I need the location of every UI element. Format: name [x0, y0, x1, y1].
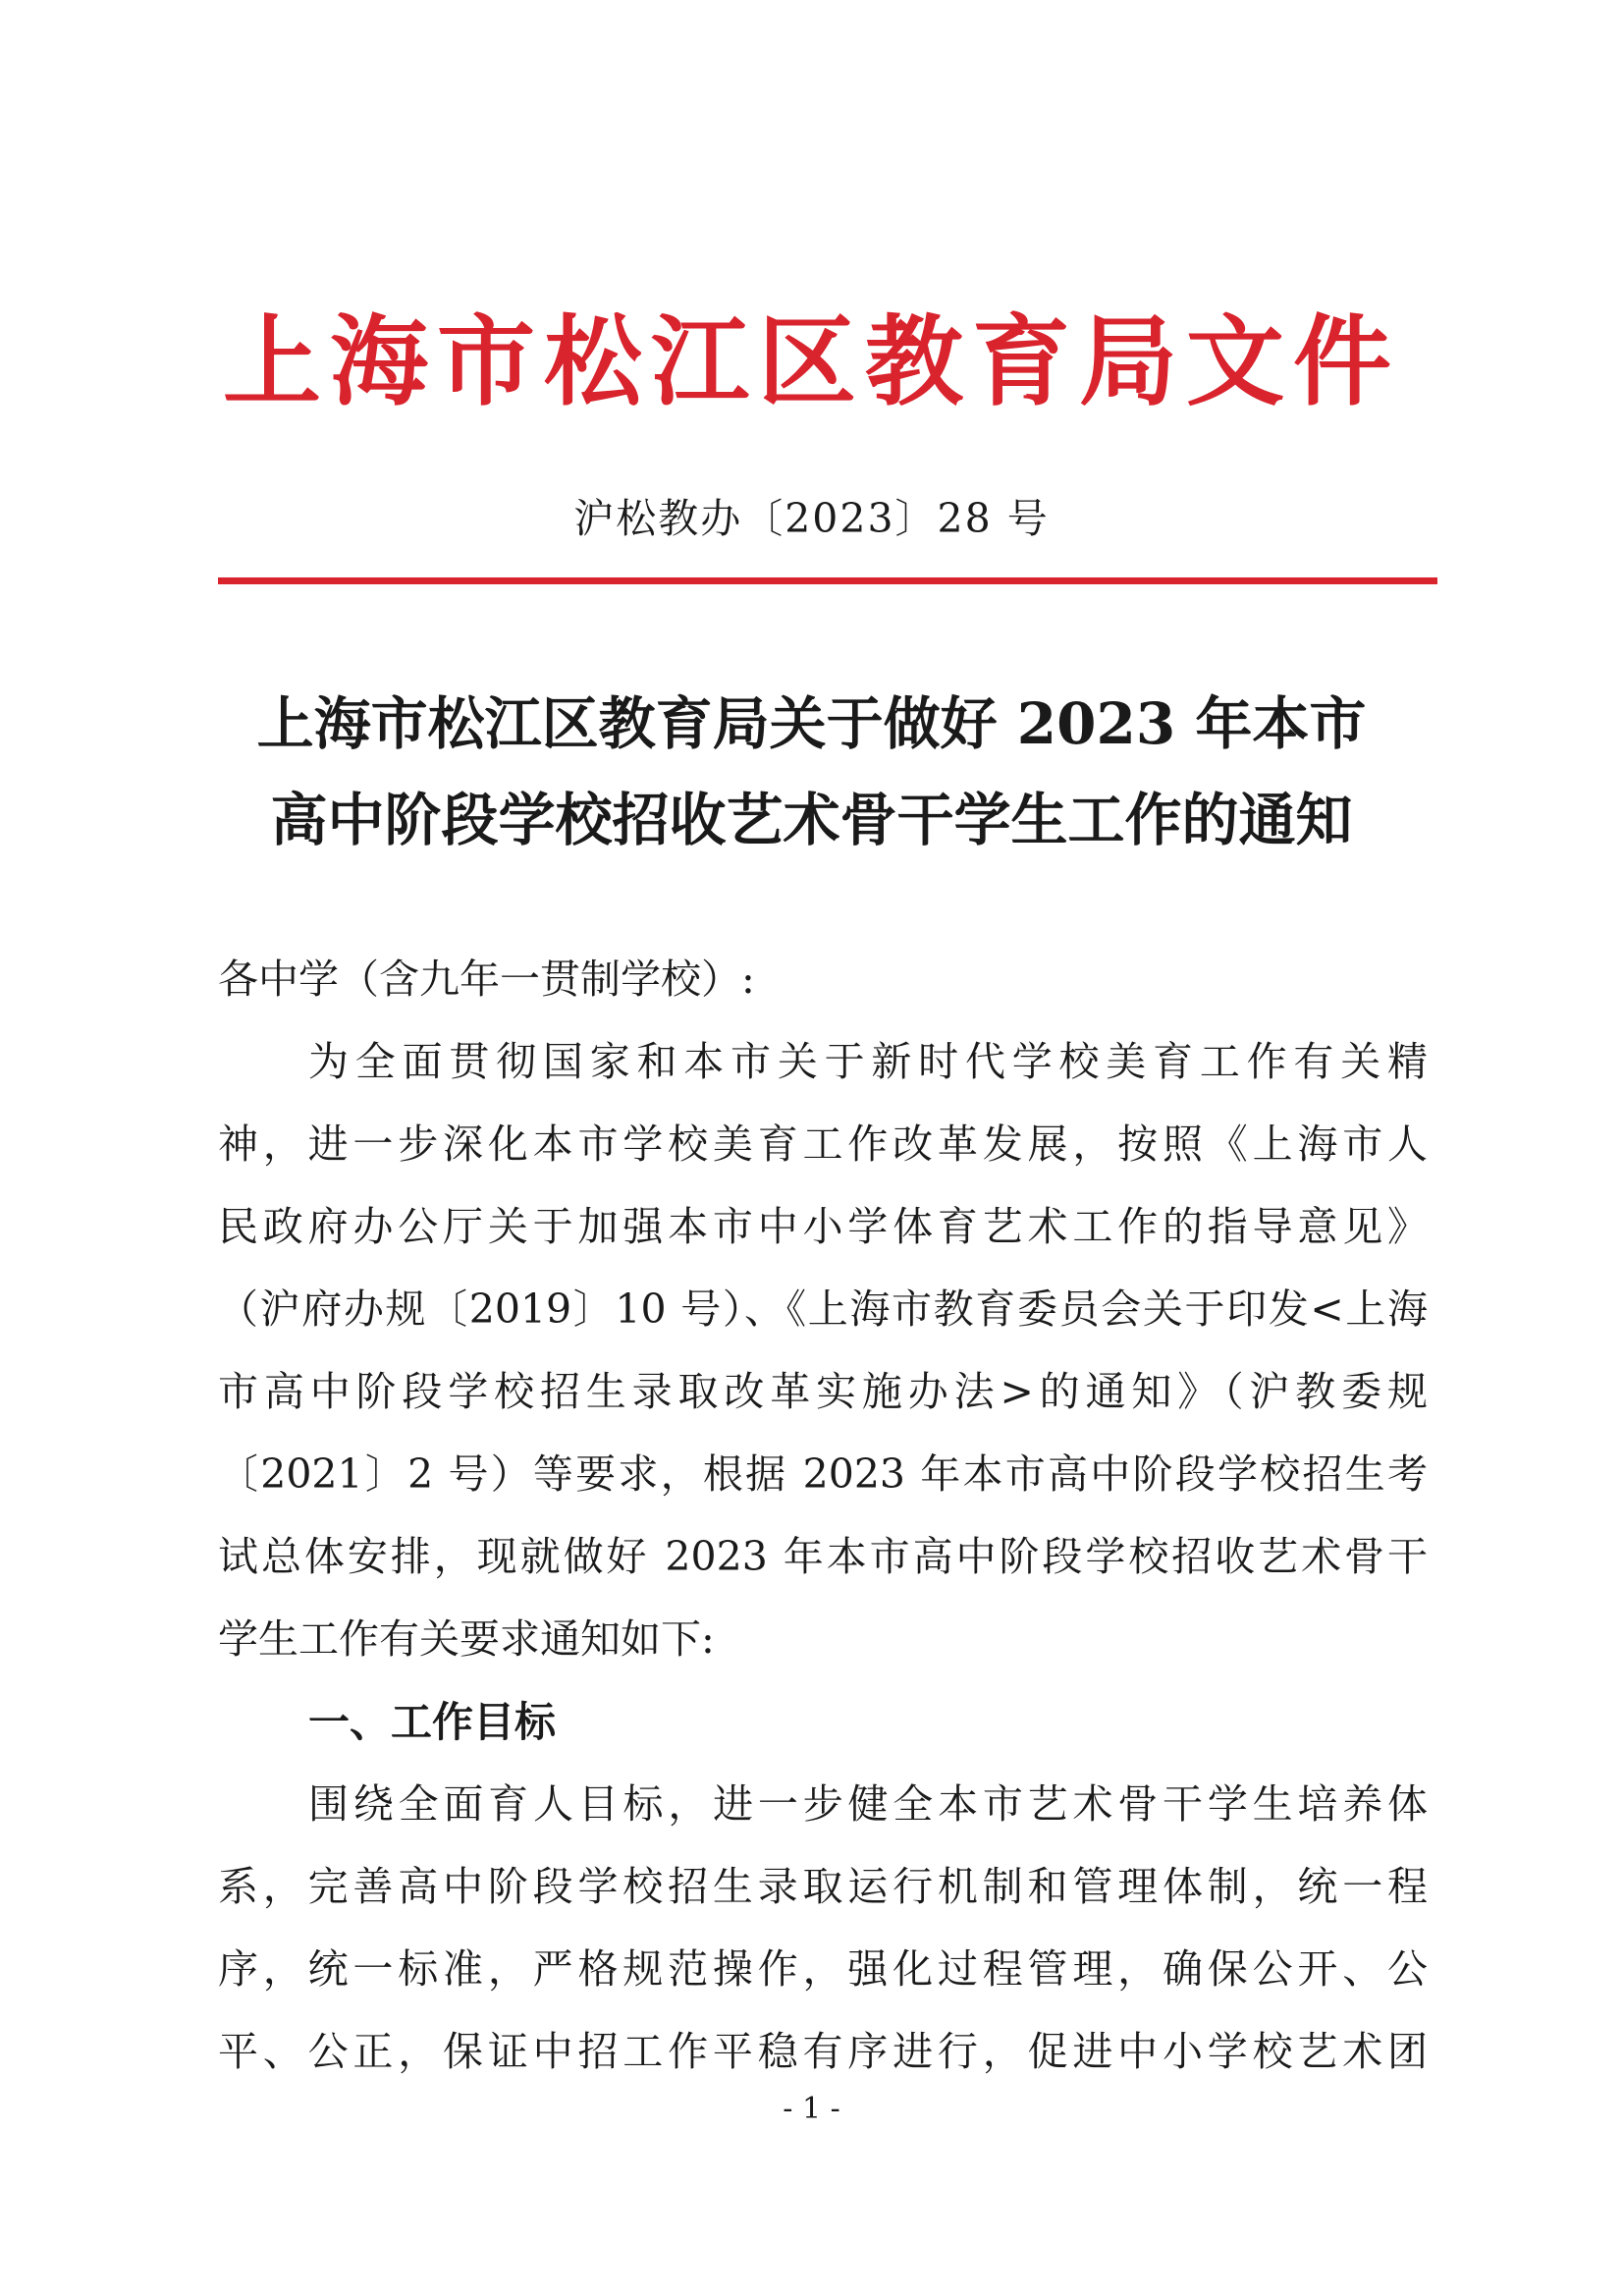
notice-title-line-1: 上海市松江区教育局关于做好 2023 年本市 — [256, 690, 1367, 757]
document-header-title: 上海市松江区教育局文件 — [223, 303, 1400, 419]
section-heading: 一、工作目标 — [308, 1698, 557, 1746]
paragraph-1-line: 试总体安排，现就做好 2023 年本市高中阶段学校招收艺术骨干 — [218, 1533, 1428, 1580]
notice-title-line-2: 高中阶段学校招收艺术骨干学生工作的通知 — [270, 787, 1353, 853]
header-red-rule — [218, 577, 1437, 584]
paragraph-2-line: 平、公正，保证中招工作平稳有序进行，促进中小学校艺术团 — [218, 2028, 1428, 2075]
paragraph-2-line: 围绕全面育人目标，进一步健全本市艺术骨干学生培养体 — [308, 1780, 1428, 1828]
paragraph-1-line: 民政府办公厅关于加强本市中小学体育艺术工作的指导意见》 — [218, 1203, 1428, 1250]
paragraph-1-line: 为全面贯彻国家和本市关于新时代学校美育工作有关精 — [308, 1038, 1428, 1085]
salutation: 各中学（含九年一贯制学校）: — [218, 956, 755, 1003]
paragraph-2-line: 序，统一标准，严格规范操作，强化过程管理，确保公开、公 — [218, 1945, 1428, 1993]
paragraph-1-line: （沪府办规〔2019〕10 号）、《上海市教育委员会关于印发<上海 — [218, 1285, 1428, 1333]
page-number: - 1 - — [783, 2092, 840, 2126]
paragraph-1-line: 学生工作有关要求通知如下: — [218, 1615, 715, 1663]
paragraph-1-line: 神，进一步深化本市学校美育工作改革发展，按照《上海市人 — [218, 1121, 1428, 1168]
paragraph-2-line: 系，完善高中阶段学校招生录取运行机制和管理体制，统一程 — [218, 1863, 1428, 1910]
paragraph-1-line: 〔2021〕2 号）等要求，根据 2023 年本市高中阶段学校招生考 — [218, 1450, 1428, 1498]
document-number: 沪松教办〔2023〕28 号 — [573, 495, 1050, 542]
paragraph-1-line: 市高中阶段学校招生录取改革实施办法>的通知》（沪教委规 — [218, 1368, 1428, 1415]
